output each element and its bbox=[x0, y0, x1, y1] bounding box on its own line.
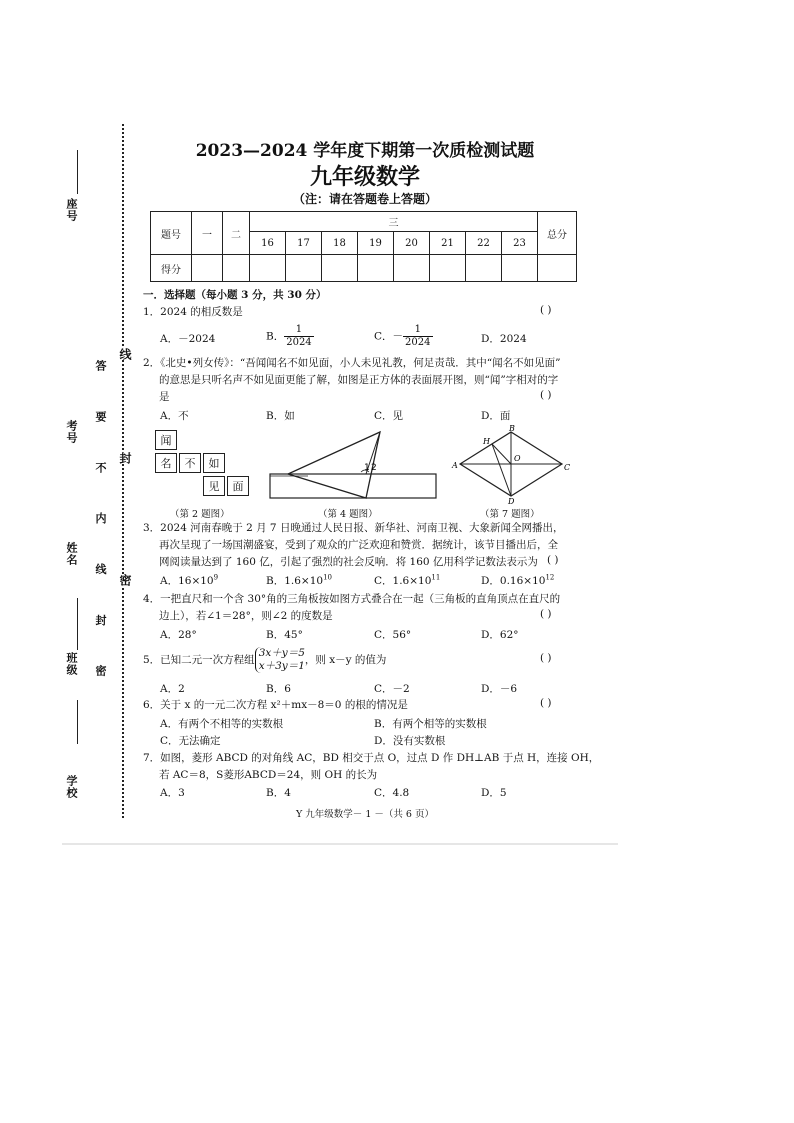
score-table-col-one: 一 bbox=[192, 212, 223, 255]
q7-option-b: B．4 bbox=[266, 787, 291, 799]
seal-char-secret: 密 bbox=[118, 574, 132, 586]
fig4-label-2: 2 bbox=[371, 463, 377, 473]
fig7-label-h: H bbox=[483, 437, 490, 446]
q4-line1: 4．一把直尺和一个含 30°角的三角板按如图方式叠合在一起（三角板的直角顶点在直尺的 bbox=[143, 593, 561, 605]
score-table-sub-col: 16 bbox=[250, 232, 286, 255]
q6-option-d: D．没有实数根 bbox=[374, 735, 446, 747]
score-cell bbox=[286, 255, 322, 282]
q6-option-b: B．有两个相等的实数根 bbox=[374, 718, 487, 730]
fraction: $\frac{1}{2024}$ bbox=[286, 324, 312, 348]
name-label: 姓名 bbox=[65, 542, 78, 566]
score-table-sub-col: 21 bbox=[430, 232, 466, 255]
q7-option-c: C．4.8 bbox=[374, 787, 410, 799]
q3-option-b: B．$1.6\times 10^{10}$ bbox=[266, 573, 332, 587]
score-cell bbox=[358, 255, 394, 282]
fig7-label-b: B bbox=[509, 424, 515, 433]
q5-stem: 5．已知二元一次方程组 3x＋y＝5 x＋3y＝1 ，则 x－y 的值为 bbox=[143, 647, 387, 672]
score-table-sub-col: 23 bbox=[502, 232, 538, 255]
score-table-sub-col: 19 bbox=[358, 232, 394, 255]
q4-option-d: D．62° bbox=[481, 629, 519, 641]
exam-title: 2023—2024 学年度下期第一次质检测试题 bbox=[195, 141, 535, 161]
page-bottom-divider bbox=[62, 843, 618, 845]
q7-line2: 若 AC＝8，S菱形ABCD＝24，则 OH 的长为 bbox=[159, 769, 378, 781]
equation-system: 3x＋y＝5 x＋3y＝1 bbox=[255, 647, 305, 673]
q5-option-c: C．－2 bbox=[374, 683, 410, 695]
q2-option-b: B．如 bbox=[266, 410, 295, 422]
seal-char-line: 线 bbox=[118, 348, 132, 360]
score-table-col-two: 二 bbox=[223, 212, 250, 255]
q3-option-a: A．$16\times 10^9$ bbox=[160, 573, 219, 587]
net-cell: 名 bbox=[155, 453, 177, 473]
exam-subtitle: 九年级数学 bbox=[309, 164, 420, 190]
q4-option-c: C．56° bbox=[374, 629, 412, 641]
answer-bracket: ( ) bbox=[540, 697, 552, 709]
score-table bbox=[150, 211, 577, 282]
net-cell: 不 bbox=[179, 453, 201, 473]
score-table-row1-label: 题号 bbox=[151, 212, 192, 255]
fig2-caption: （第 2 题图） bbox=[170, 509, 230, 520]
school-label: 学校 bbox=[65, 775, 78, 799]
net-cell: 闻 bbox=[155, 430, 177, 450]
score-table-total: 总分 bbox=[538, 212, 577, 255]
q3-line2: 再次呈现了一场国潮盛宴，受到了观众的广泛欢迎和赞赏．据统计，该节目播出后，全 bbox=[159, 539, 558, 551]
score-table-sub-col: 20 bbox=[394, 232, 430, 255]
fig7-caption: （第 7 题图） bbox=[480, 509, 540, 520]
score-cell bbox=[394, 255, 430, 282]
fig7-label-a: A bbox=[452, 461, 458, 470]
q2-option-d: D．面 bbox=[481, 410, 511, 422]
q2-line1: 2．《北史•列女传》：“吾闻闻名不如见面，小人未见礼教，何足责哉．其中“闻名不如见面” bbox=[143, 357, 561, 369]
q5-option-b: B．6 bbox=[266, 683, 291, 695]
score-table-sub-col: 22 bbox=[466, 232, 502, 255]
q3-line3: 网阅读量达到了 160 亿，引起了强烈的社会反响．将 160 亿用科学记数法表示为 bbox=[159, 556, 538, 568]
exam-note: （注：请在答题卷上答题） bbox=[292, 192, 437, 206]
q7-option-d: D．5 bbox=[481, 787, 507, 799]
ruler-triangle-figure bbox=[268, 428, 440, 502]
q2-option-c: C．见 bbox=[374, 410, 404, 422]
class-blank-line bbox=[77, 700, 78, 744]
score-cell bbox=[250, 255, 286, 282]
q1-option-c: C．－ $\frac{1}{2024}$ bbox=[374, 324, 431, 348]
q3-option-d: D．$0.16\times 10^{12}$ bbox=[481, 573, 555, 587]
q3-option-c: C．$1.6\times 10^{11}$ bbox=[374, 573, 441, 587]
score-table-col-three: 三 bbox=[250, 212, 538, 232]
q6-option-a: A．有两个不相等的实数根 bbox=[160, 718, 284, 730]
score-cell bbox=[466, 255, 502, 282]
section-title: 一．选择题（每小题 3 分，共 30 分） bbox=[143, 289, 327, 301]
answer-bracket: ( ) bbox=[540, 652, 552, 664]
seal-notice: 答 要 不 内 线 封 密 bbox=[94, 360, 107, 694]
net-cell: 面 bbox=[227, 476, 249, 496]
q5-option-d: D．－6 bbox=[481, 683, 518, 695]
net-cell: 见 bbox=[203, 476, 225, 496]
seal-dotted-line bbox=[122, 124, 124, 818]
q7-option-a: A．3 bbox=[160, 787, 185, 799]
answer-bracket: ( ) bbox=[540, 304, 552, 316]
score-cell bbox=[192, 255, 223, 282]
score-table-sub-col: 17 bbox=[286, 232, 322, 255]
q2-option-a: A．不 bbox=[160, 410, 189, 422]
seat-label: 座号 bbox=[65, 198, 78, 222]
class-label: 班级 bbox=[65, 652, 78, 676]
fig4-caption: （第 4 题图） bbox=[318, 509, 378, 520]
q4-option-a: A．28° bbox=[160, 629, 197, 641]
name-blank-line bbox=[77, 598, 78, 650]
score-cell bbox=[430, 255, 466, 282]
q5-option-a: A．2 bbox=[160, 683, 185, 695]
answer-bracket: ( ) bbox=[540, 608, 552, 620]
fig7-label-d: D bbox=[508, 497, 515, 504]
fig7-label-c: C bbox=[564, 463, 571, 472]
q2-line2: 的意思是只听名声不如见面更能了解，如图是正方体的表面展开图，则“闻”字相对的字 bbox=[159, 374, 559, 386]
page-footer: Y 九年级数学－ 1 －（共 6 页） bbox=[296, 809, 434, 820]
score-cell bbox=[502, 255, 538, 282]
exam-no-label: 考号 bbox=[65, 420, 78, 444]
answer-bracket: ( ) bbox=[540, 389, 552, 401]
score-table-sub-col: 18 bbox=[322, 232, 358, 255]
net-cell: 如 bbox=[203, 453, 225, 473]
fig7-label-o: O bbox=[514, 454, 521, 463]
fraction: $\frac{1}{2024}$ bbox=[405, 324, 431, 348]
seal-char-seal: 封 bbox=[118, 452, 132, 464]
q2-line3: 是 bbox=[159, 391, 170, 403]
q1-option-a: A．－2024 bbox=[160, 333, 216, 345]
q6-stem: 6．关于 x 的一元二次方程 x²＋mx－8＝0 的根的情况是 bbox=[143, 699, 408, 711]
q4-option-b: B．45° bbox=[266, 629, 303, 641]
score-cell bbox=[223, 255, 250, 282]
q1-option-d: D．2024 bbox=[481, 333, 527, 345]
score-cell bbox=[538, 255, 577, 282]
q6-option-c: C．无法确定 bbox=[160, 735, 221, 747]
q1-option-b: B． $\frac{1}{2024}$ bbox=[266, 324, 312, 348]
q3-line1: 3．2024 河南春晚于 2 月 7 日晚通过人民日报、新华社、河南卫视、大象新闻全网播出， bbox=[143, 522, 564, 534]
rhombus-figure bbox=[450, 424, 576, 504]
answer-bracket: ( ) bbox=[547, 554, 559, 566]
seat-blank-line bbox=[77, 150, 78, 194]
fig4-label-1: 1 bbox=[364, 463, 370, 473]
q7-line1: 7．如图，菱形 ABCD 的对角线 AC，BD 相交于点 O，过点 D 作 DH⊥AB 于点 H，连接 OH， bbox=[143, 752, 600, 764]
q4-line2: 边上），若∠1＝28°，则∠2 的度数是 bbox=[159, 610, 333, 622]
q1-stem: 1．2024 的相反数是 bbox=[143, 306, 243, 318]
score-table-row2-label: 得分 bbox=[151, 255, 192, 282]
score-cell bbox=[322, 255, 358, 282]
